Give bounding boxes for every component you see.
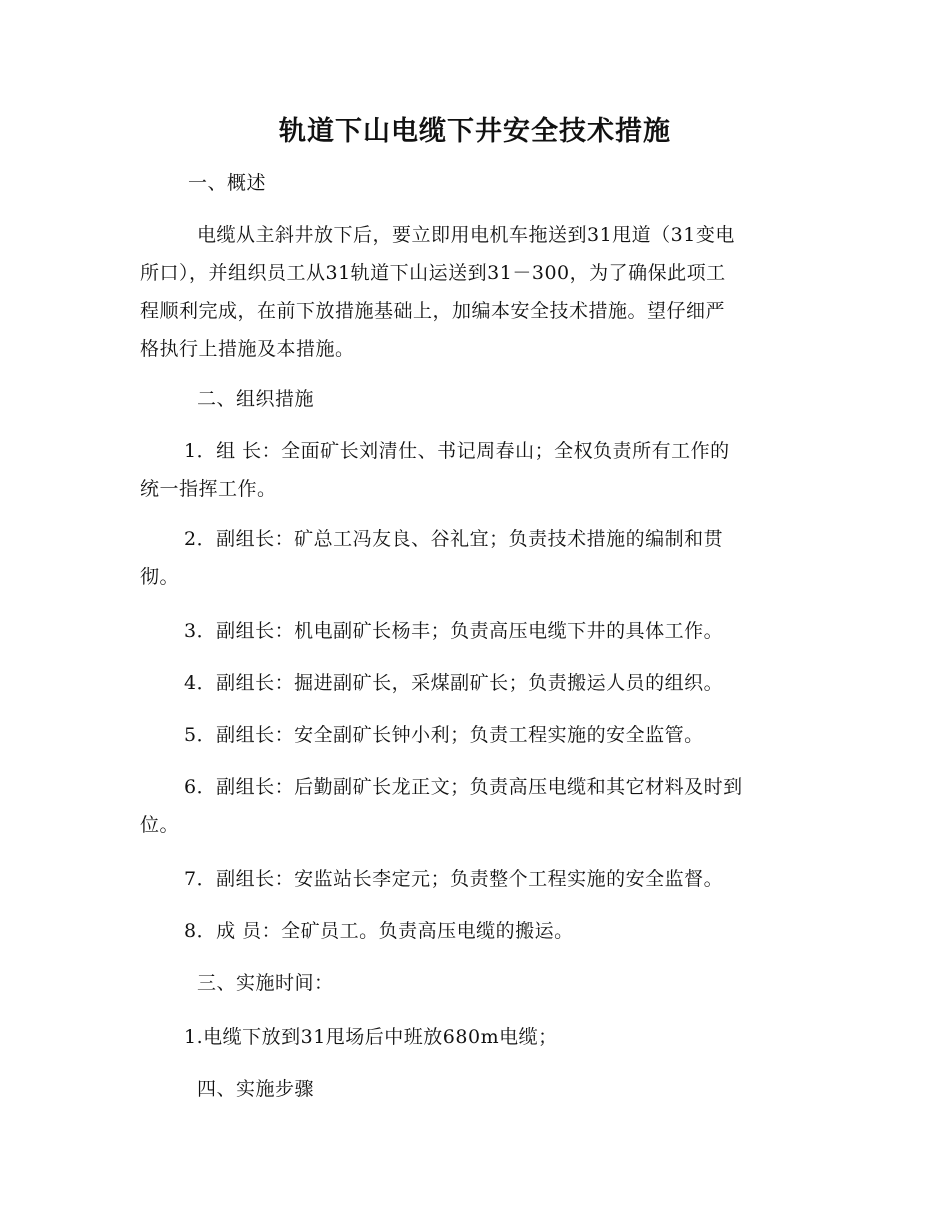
section-heading-schedule: 三、实施时间： [197,972,334,994]
schedule-item: 1.电缆下放到31甩场后中班放680m电缆； [184,1026,558,1048]
paragraph-line: 程顺利完成，在前下放措施基础上，加编本安全技术措施。望仔细严 [140,300,726,322]
list-item [140,768,810,844]
section-heading-organization: 二、组织措施 [197,388,315,410]
paragraph-line: 格执行上措施及本措施。 [140,338,355,360]
list-item: 7．副组长：安监站长李定元；负责整个工程实施的安全监督。 [184,868,724,890]
section-heading-steps: 四、实施步骤 [197,1078,315,1100]
list-item-line: 位。 [140,814,180,836]
list-item-line: 6．副组长：后勤副矿长龙正文；负责高压电缆和其它材料及时到 [184,776,743,798]
list-item: 3．副组长：机电副矿长杨丰；负责高压电缆下井的具体工作。 [184,620,724,642]
list-item-line: 统一指挥工作。 [140,478,277,500]
list-item: 8．成 员：全矿员工。负责高压电缆的搬运。 [184,920,574,942]
list-item-line: 1．组 长：全面矿长刘清仕、书记周春山；全权负责所有工作的 [184,440,730,462]
document-title: 轨道下山电缆下井安全技术措施 [279,116,671,147]
paragraph-line: 电缆从主斜井放下后，要立即用电机车拖送到31甩道（31变电 [197,224,735,246]
list-item [140,520,810,596]
overview-paragraph [140,216,810,368]
list-item-line: 彻。 [140,566,180,588]
list-item: 4．副组长：掘进副矿长，采煤副矿长；负责搬运人员的组织。 [184,672,724,694]
list-item [140,432,810,508]
section-heading-overview: 一、概述 [188,172,267,194]
list-item-line: 2．副组长：矿总工冯友良、谷礼宜；负责技术措施的编制和贯 [184,528,724,550]
paragraph-line: 所口），并组织员工从31轨道下山运送到31－300，为了确保此项工 [140,262,726,284]
list-item: 5．副组长：安全副矿长钟小利；负责工程实施的安全监管。 [184,724,704,746]
